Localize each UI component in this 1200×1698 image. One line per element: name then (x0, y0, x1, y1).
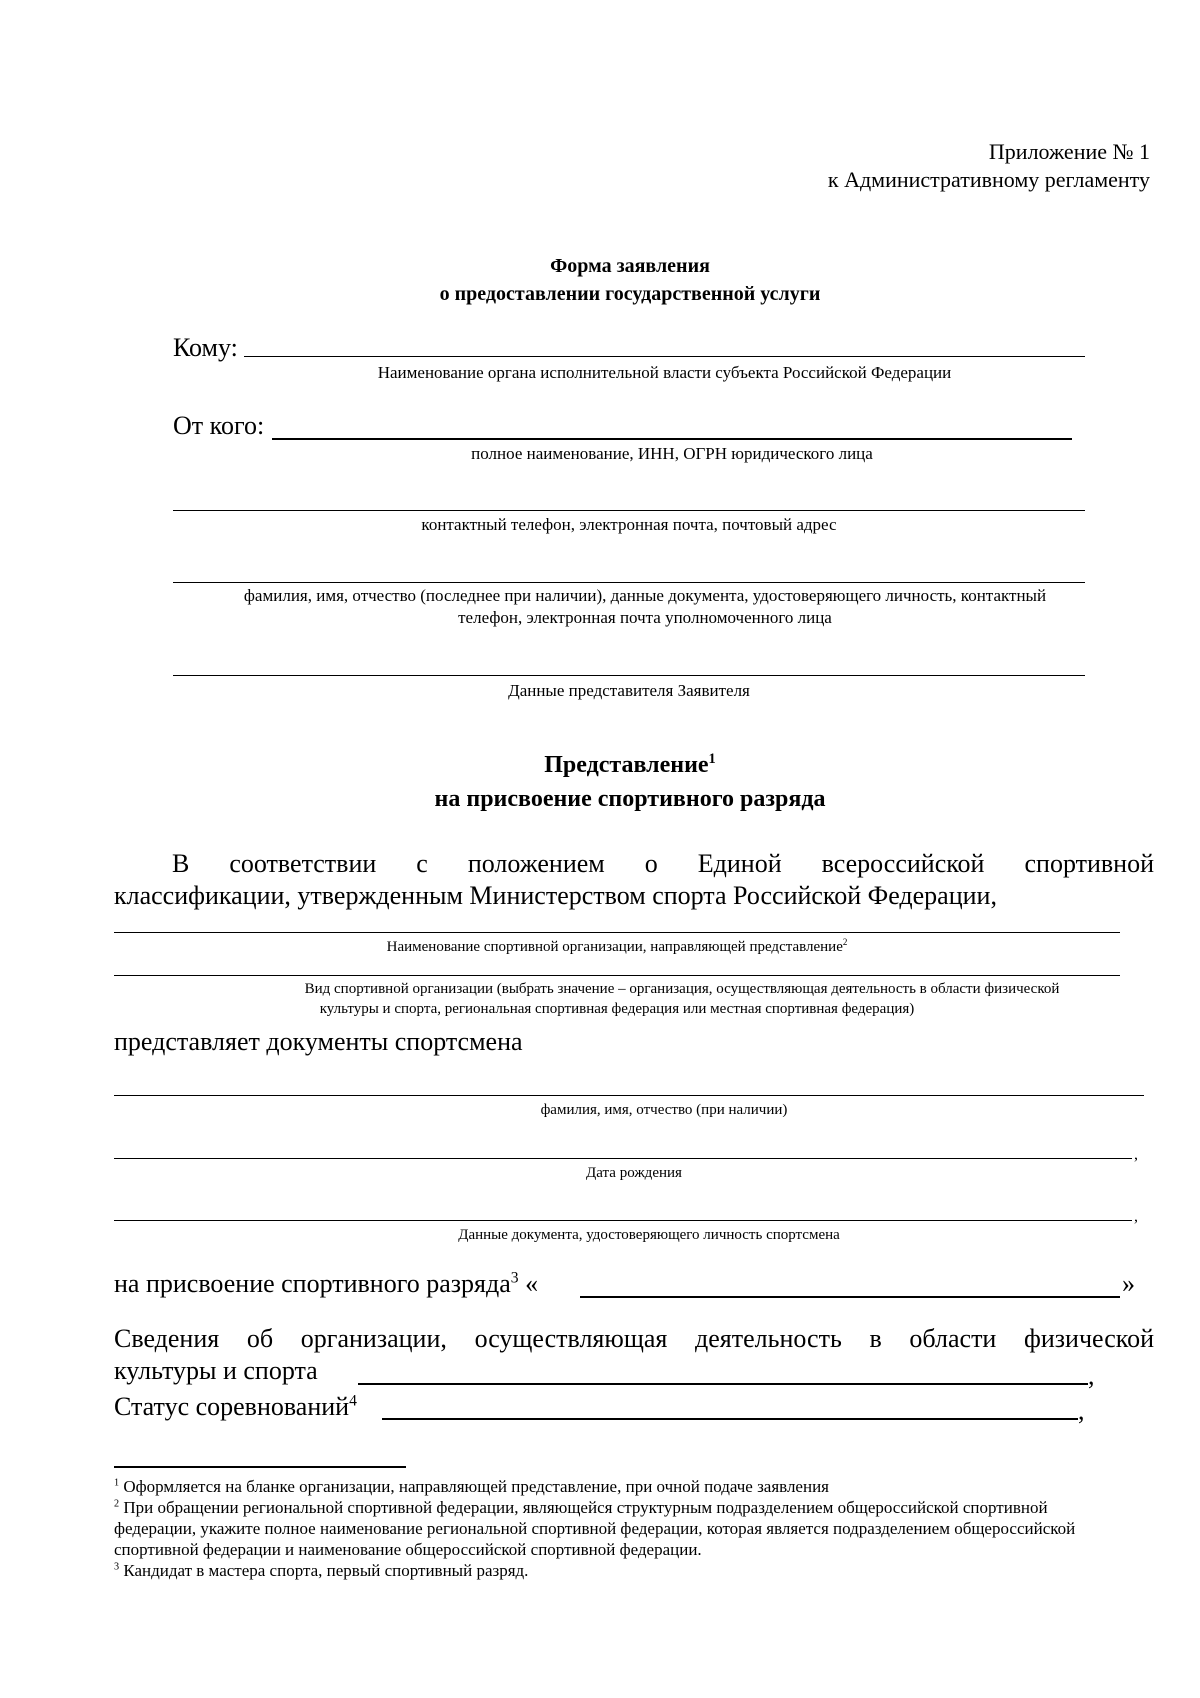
org-info-line2: культуры и спорта (114, 1356, 318, 1385)
appendix-number: Приложение № 1 (988, 139, 1150, 164)
org-type-field-line[interactable] (114, 975, 1120, 976)
birth-date-caption: Дата рождения (586, 1165, 682, 1181)
form-title-line1: Форма заявления (550, 255, 710, 277)
org-info-line1: Сведения об организации, осуществляющая деятельность в области физической (114, 1324, 1154, 1353)
representative-caption: Данные представителя Заявителя (508, 681, 750, 700)
from-label: От кого: (173, 411, 265, 440)
contacts-caption: контактный телефон, электронная почта, почтовый адрес (421, 515, 837, 534)
footnotes (114, 1476, 1144, 1581)
birth-date-field-line[interactable] (114, 1158, 1132, 1159)
intro-paragraph (114, 848, 1154, 912)
org-info-field-line[interactable] (358, 1383, 1088, 1385)
competition-status-comma: , (1078, 1396, 1085, 1425)
representative-field-line[interactable] (173, 675, 1085, 676)
to-caption: Наименование органа исполнительной власти субъекта Российской Федерации (377, 363, 952, 382)
person-caption (150, 585, 1140, 629)
org-type-caption-line2: культуры и спорта, региональная спортивная федерация или местная спортивная федерация) (319, 1001, 915, 1017)
footnote-ref-3: 3 (510, 1269, 519, 1287)
footnote-1: $^1$ Оформляется на бланке организации, направляющей представление, при очной подаче заявления (114, 1477, 829, 1496)
footnote-2: $^2$ При обращении региональной спортивной федерации, являющейся структурным подразделением общероссийской спортивной федерации, укажите полное наименование региональной спортивной федерации, которая является подразделением общероссийской спортивной федерации и наименование общероссийской спортивной федерации. (114, 1498, 1076, 1559)
footnote-ref-2: 2 (842, 937, 848, 947)
competition-status-field-line[interactable] (382, 1418, 1078, 1420)
from-org-field-line[interactable] (272, 438, 1072, 440)
person-field-line[interactable] (173, 582, 1085, 583)
presents-text: представляет документы спортсмена (114, 1027, 523, 1056)
birth-date-comma: , (1134, 1146, 1138, 1163)
intro-line2: классификации, утвержденным Министерством спорта Российской Федерации, (114, 881, 997, 910)
org-info-paragraph (114, 1323, 1154, 1387)
rank-quote-open: « (525, 1269, 539, 1298)
footnote-ref-4: 4 (349, 1392, 357, 1410)
rank-label: на присвоение спортивного разряда$^3$ « (114, 1269, 539, 1298)
contacts-field-line[interactable] (173, 510, 1085, 511)
footnote-3: $^3$ Кандидат в мастера спорта, первый спортивный разряд. (114, 1561, 529, 1580)
org-name-field-line[interactable] (114, 932, 1120, 933)
doc-title-line2: на присвоение спортивного разряда (434, 786, 826, 812)
org-info-comma: , (1088, 1361, 1095, 1390)
id-doc-field-line[interactable] (114, 1220, 1132, 1221)
org-type-caption (114, 979, 1120, 1019)
to-field-line[interactable] (244, 356, 1085, 357)
appendix-to: к Административному регламенту (827, 167, 1150, 192)
footnote-separator (114, 1466, 406, 1468)
org-name-caption: Наименование спортивной организации, направляющей представление$^2$ (386, 937, 848, 955)
person-caption-line1: фамилия, имя, отчество (последнее при наличии), данные документа, удостоверяющего личность, контактный (243, 586, 1047, 605)
appendix-header (828, 138, 1150, 194)
competition-status-label: Статус соревнований$^4$ (114, 1392, 357, 1421)
to-label: Кому: (173, 333, 238, 362)
doc-title-line1: Представление$^1$ (544, 751, 716, 778)
id-doc-comma: , (1134, 1208, 1138, 1225)
form-title-line2: о предоставлении государственной услуги (439, 283, 821, 305)
athlete-fio-field-line[interactable] (114, 1095, 1144, 1096)
from-org-caption: полное наименование, ИНН, ОГРН юридического лица (471, 444, 873, 463)
rank-field-line[interactable] (580, 1296, 1120, 1298)
form-title (0, 252, 1200, 308)
athlete-fio-caption: фамилия, имя, отчество (при наличии) (540, 1102, 788, 1118)
intro-line1: В соответствии с положением о Единой всероссийской спортивной (172, 849, 1154, 878)
id-doc-caption: Данные документа, удостоверяющего личность спортсмена (458, 1227, 840, 1243)
org-type-caption-line1: Вид спортивной организации (выбрать значение – организация, осуществляющая деятельность в области физической (304, 981, 1060, 997)
doc-title (0, 748, 1200, 816)
person-caption-line2: телефон, электронная почта уполномоченного лица (458, 608, 832, 627)
footnote-ref-1: 1 (708, 751, 716, 767)
rank-quote-close: » (1122, 1269, 1135, 1298)
